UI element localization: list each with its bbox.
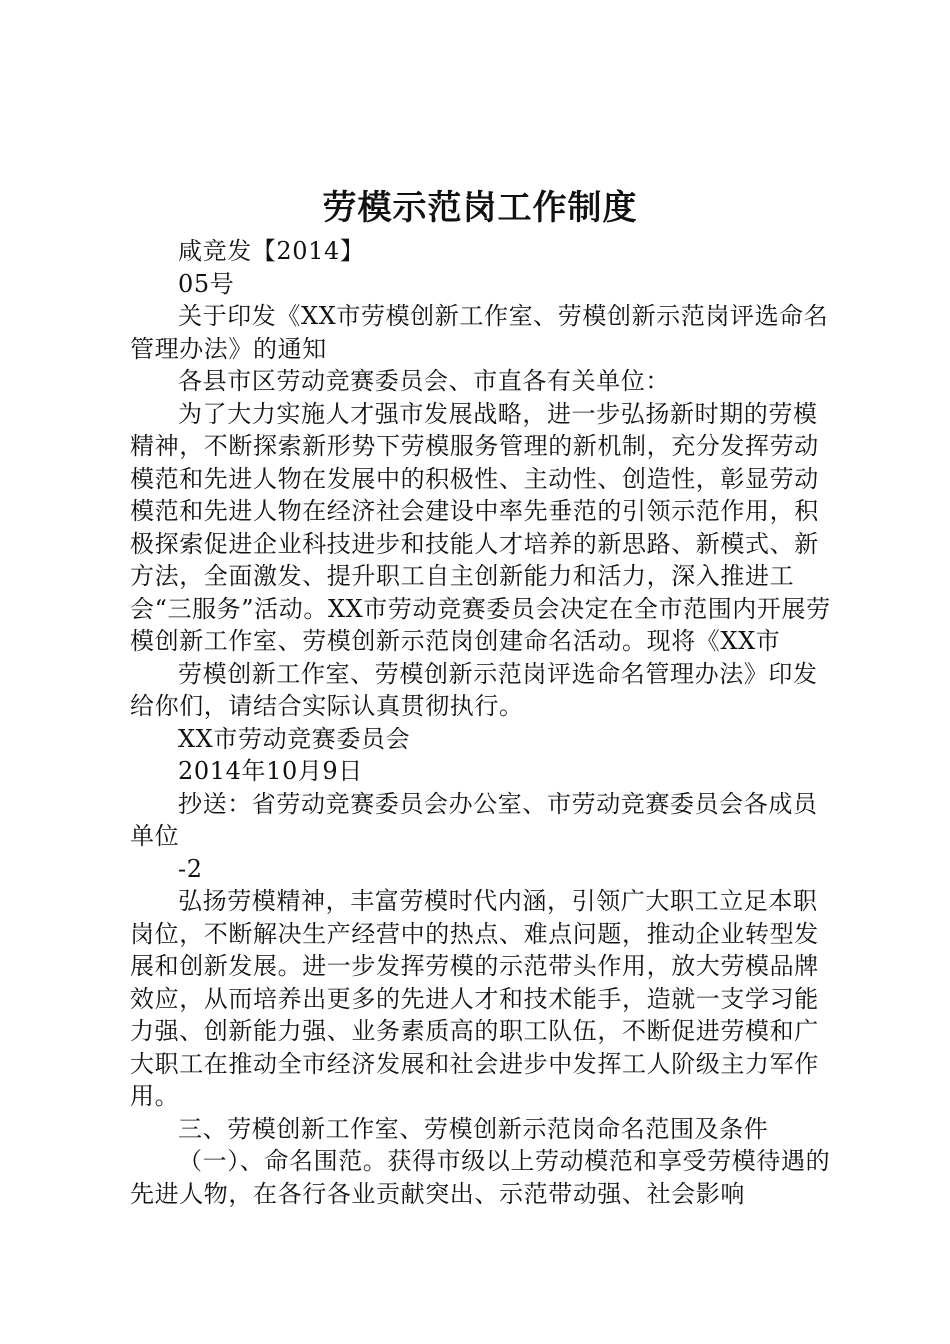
issuer: XX市劳动竞赛委员会 — [178, 724, 411, 753]
cc-line: 抄送：省劳动竞赛委员会办公室、市劳动竞赛委员会各成员单位 — [130, 789, 818, 850]
addressee: 各县市区劳动竞赛委员会、市直各有关单位： — [178, 367, 670, 395]
body-paragraph: （一）、命名围范。获得市级以上劳动模范和享受劳模待遇的先进人物，在各行各业贡献突出、示范带动强、社会影响 — [130, 1147, 831, 1208]
doc-number-suffix: 05号 — [178, 269, 235, 298]
notice-heading: 关于印发《XX市劳模创新工作室、劳模创新示范岗评选命名管理办法》的通知 — [130, 302, 829, 363]
section-heading: 三、劳模创新工作室、劳模创新示范岗命名范围及条件 — [178, 1114, 769, 1143]
body-paragraph: 为了大力实施人才强市发展战略，进一步弘扬新时期的劳模精神，不断探索新形势下劳模服务管理的新机制，充分发挥劳动模范和先进人物在发展中的积极性、主动性、创造性，彰显劳动模范和先进人物在经济社会建设中率先垂范的引领示范作用，积极探索促进企业科技进步和技能人才培养的新思路、新模式、新方法，全面激发、提升职工自主创新能力和活力，深入推进工会“三服务”活动。XX市劳动竞赛委员会决定在全市范围内开展劳模创新工作室、劳模创新示范岗创建命名活动。现将《XX市 — [130, 399, 831, 655]
doc-number: 咸竞发【2014】 — [178, 237, 365, 265]
body-paragraph: 弘扬劳模精神，丰富劳模时代内涵，引领广大职工立足本职岗位，不断解决生产经营中的热点、难点问题，推动企业转型发展和创新发展。进一步发挥劳模的示范带头作用，放大劳模品牌效应，从而培养出更多的先进人才和技术能手，造就一支学习能力强、创新能力强、业务素质高的职工队伍，不断促进劳模和广大职工在推动全市经济发展和社会进步中发挥工人阶级主力军作用。 — [130, 887, 819, 1110]
body-paragraph: 劳模创新工作室、劳模创新示范岗评选命名管理办法》印发给你们，请结合实际认真贯彻执行。 — [130, 659, 818, 720]
page-marker: -2 — [178, 854, 203, 883]
document-title: 劳模示范岗工作制度 — [322, 188, 638, 228]
document-body — [130, 235, 840, 1210]
issue-date: 2014年10月9日 — [178, 757, 363, 785]
